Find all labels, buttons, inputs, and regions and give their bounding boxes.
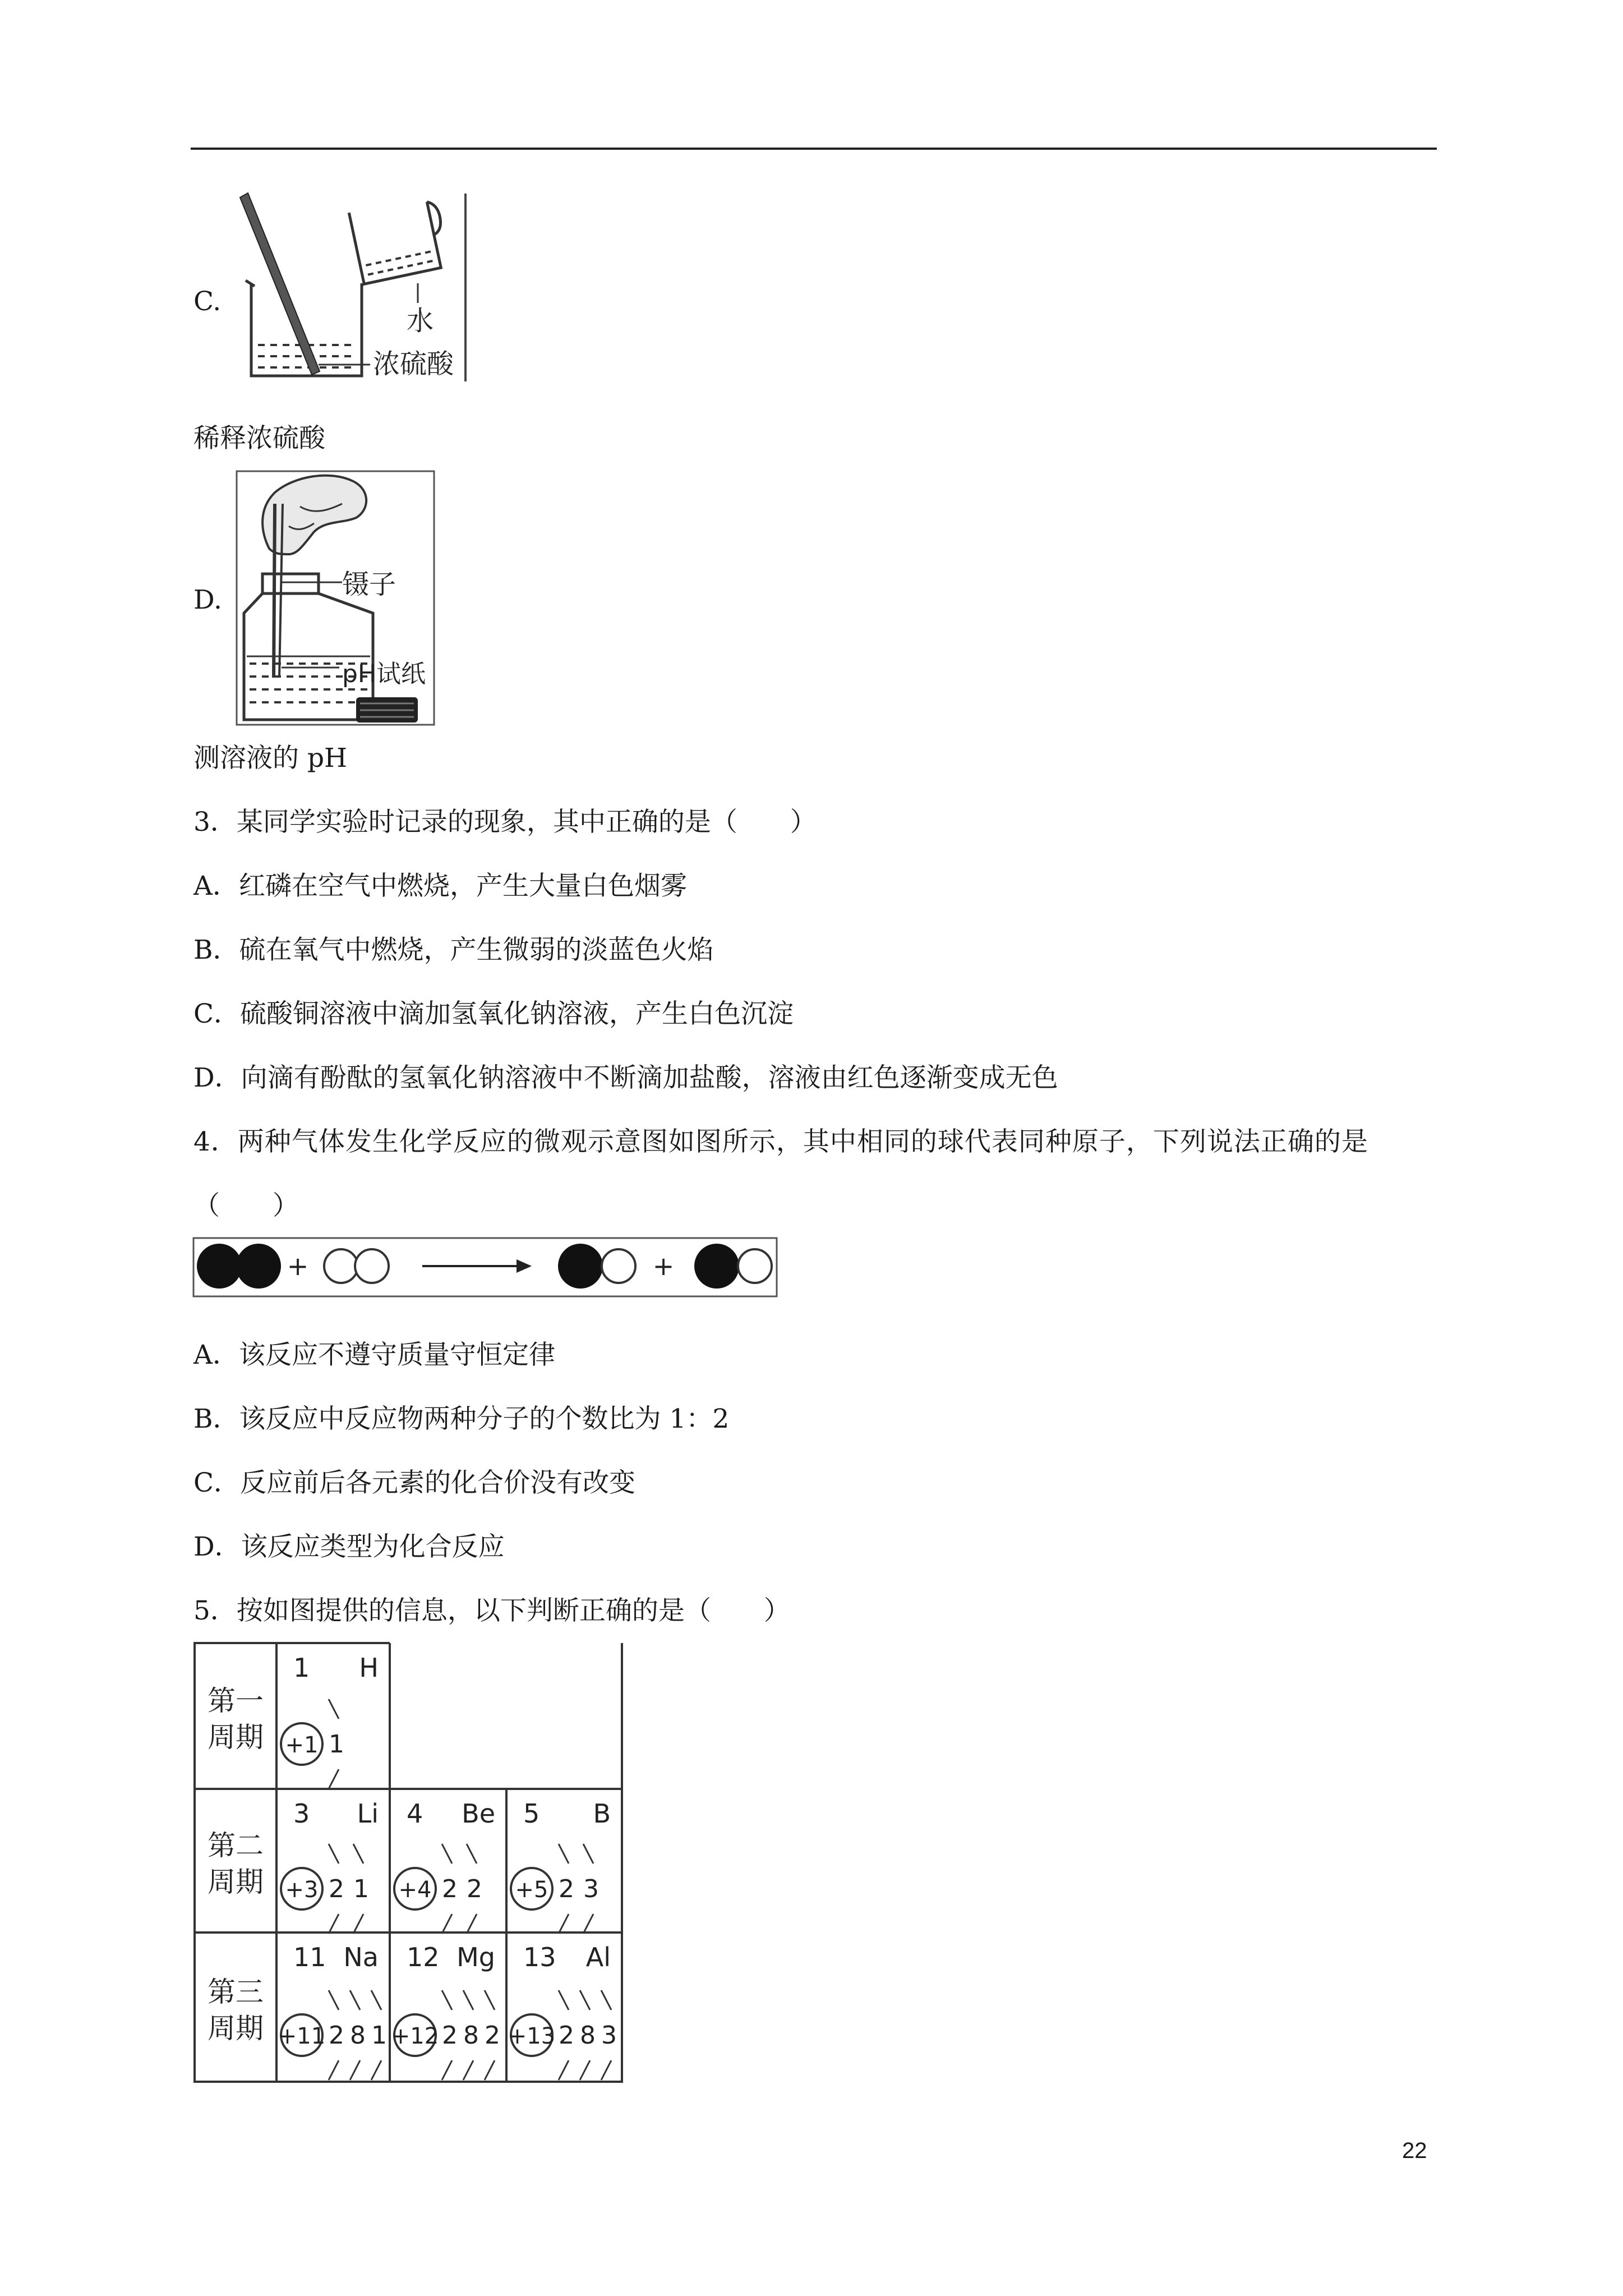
q4-option-d: D．该反应类型为化合反应 xyxy=(193,1531,505,1562)
electron-shell-arc xyxy=(467,1844,477,1864)
q4-stem-tail: （ ） xyxy=(193,1190,299,1221)
electron-shell-arc xyxy=(559,1990,569,2010)
electron-shell-arc xyxy=(442,2060,452,2080)
electron-shell-arc xyxy=(329,1844,339,1864)
dilute-sulfuric-acid-figure xyxy=(236,191,471,384)
electron-shell-arc xyxy=(559,1844,569,1864)
electron-shell-arc xyxy=(371,2060,381,2080)
periodic-atom-structure-table xyxy=(192,1641,630,2090)
q3-option-d: D．向滴有酚酞的氢氧化钠溶液中不断滴加盐酸，溶液由红色逐渐变成无色 xyxy=(193,1062,1058,1093)
shell-electron-count: 2 xyxy=(467,1875,482,1903)
electron-shell-arc xyxy=(353,1844,363,1864)
atomic-number: 12 xyxy=(407,1942,440,1972)
period-label-top: 第二 xyxy=(208,1829,264,1862)
period-label-bottom: 周期 xyxy=(208,1721,264,1754)
shell-electron-count: 2 xyxy=(329,2021,344,2050)
black-atom xyxy=(236,1244,281,1289)
q4-stem: 4．两种气体发生化学反应的微观示意图如图所示，其中相同的球代表同种原子，下列说法正确的是 xyxy=(193,1126,1368,1157)
q3-option-a: A．红磷在空气中燃烧，产生大量白色烟雾 xyxy=(193,871,687,901)
element-symbol: B xyxy=(593,1798,611,1829)
electron-shell-arc xyxy=(442,1844,452,1864)
electron-shell-arc xyxy=(329,2060,339,2080)
period-label-bottom: 周期 xyxy=(208,2012,264,2045)
electron-shell-arc xyxy=(559,2060,569,2080)
shell-electron-count: 2 xyxy=(559,1875,574,1903)
electron-shell-arc xyxy=(329,1914,339,1934)
electron-shell-arc xyxy=(353,1914,363,1934)
shell-electron-count: 2 xyxy=(485,2021,500,2050)
header-rule xyxy=(191,148,1437,150)
q4-option-c: C．反应前后各元素的化合价没有改变 xyxy=(193,1467,635,1498)
q5-stem: 5．按如图提供的信息，以下判断正确的是（ ） xyxy=(193,1595,790,1626)
shell-electron-count: 8 xyxy=(580,2021,596,2050)
period-label-bottom: 周期 xyxy=(208,1866,264,1898)
electron-shell-arc xyxy=(329,1990,339,2010)
electron-shell-arc xyxy=(371,1990,381,2010)
electron-shell-arc xyxy=(463,1990,473,2010)
conc-sulfuric-acid-label: 浓硫酸 xyxy=(373,348,454,380)
nucleus-charge: +1 xyxy=(285,1732,319,1758)
white-atom xyxy=(355,1249,389,1283)
electron-shell-arc xyxy=(463,2060,473,2080)
q4-option-b: B．该反应中反应物两种分子的个数比为 1：2 xyxy=(193,1404,730,1434)
shell-electron-count: 1 xyxy=(371,2021,387,2050)
element-symbol: H xyxy=(359,1653,379,1683)
electron-shell-arc xyxy=(350,2060,360,2080)
electron-shell-arc xyxy=(329,1699,339,1719)
plus-sign: + xyxy=(287,1251,309,1281)
ph-paper-label: pH试纸 xyxy=(342,660,426,688)
shell-electron-count: 2 xyxy=(442,2021,458,2050)
nucleus-charge: +3 xyxy=(285,1877,319,1903)
white-atom xyxy=(324,1249,358,1283)
q3-option-b: B．硫在氧气中燃烧，产生微弱的淡蓝色火焰 xyxy=(193,935,714,965)
shell-electron-count: 3 xyxy=(583,1875,599,1903)
white-atom xyxy=(738,1249,772,1283)
shell-electron-count: 1 xyxy=(329,1730,344,1759)
electron-shell-arc xyxy=(601,2060,611,2080)
electron-shell-arc xyxy=(350,1990,360,2010)
atomic-number: 1 xyxy=(293,1653,310,1683)
ph-test-figure xyxy=(236,470,437,728)
electron-shell-arc xyxy=(485,1990,495,2010)
electron-shell-arc xyxy=(583,1914,593,1934)
electron-shell-arc xyxy=(559,1914,569,1934)
option-c-caption: 稀释浓硫酸 xyxy=(193,423,325,454)
nucleus-charge: +13 xyxy=(508,2023,556,2049)
plus-sign: + xyxy=(652,1251,675,1281)
reaction-micro-diagram xyxy=(192,1237,778,1299)
tweezers-label: 镊子 xyxy=(342,569,396,600)
shell-electron-count: 2 xyxy=(559,2021,574,2050)
element-symbol: Na xyxy=(343,1942,379,1972)
q3-option-c: C．硫酸铜溶液中滴加氢氧化钠溶液，产生白色沉淀 xyxy=(193,999,794,1029)
shell-electron-count: 2 xyxy=(329,1875,344,1903)
shell-electron-count: 3 xyxy=(601,2021,617,2050)
atomic-number: 13 xyxy=(523,1942,556,1972)
electron-shell-arc xyxy=(580,2060,590,2080)
black-atom xyxy=(694,1244,739,1289)
q4-option-a: A．该反应不遵守质量守恒定律 xyxy=(193,1340,555,1370)
water-label: 水 xyxy=(407,305,434,337)
period-label-top: 第一 xyxy=(208,1685,264,1717)
electron-shell-arc xyxy=(329,1769,339,1789)
electron-shell-arc xyxy=(485,2060,495,2080)
atomic-number: 3 xyxy=(293,1798,310,1829)
reaction-arrow-icon xyxy=(517,1259,532,1273)
atomic-number: 5 xyxy=(523,1798,540,1829)
period-label-top: 第三 xyxy=(208,1976,264,2008)
nucleus-charge: +4 xyxy=(398,1877,432,1903)
electron-shell-arc xyxy=(442,1990,452,2010)
black-atom xyxy=(558,1244,603,1289)
q3-stem: 3．某同学实验时记录的现象，其中正确的是（ ） xyxy=(193,807,817,838)
option-d-letter: D. xyxy=(193,585,222,615)
white-atom xyxy=(602,1249,635,1283)
option-c-letter: C. xyxy=(193,286,222,317)
electron-shell-arc xyxy=(467,1914,477,1934)
nucleus-charge: +12 xyxy=(391,2023,439,2049)
shell-electron-count: 2 xyxy=(442,1875,458,1903)
electron-shell-arc xyxy=(601,1990,611,2010)
option-d-caption: 测溶液的 pH xyxy=(193,743,348,774)
electron-shell-arc xyxy=(442,1914,452,1934)
page-number: 22 xyxy=(1402,2138,1427,2163)
nucleus-charge: +5 xyxy=(515,1877,548,1903)
nucleus-charge: +11 xyxy=(278,2023,326,2049)
atomic-number: 4 xyxy=(407,1798,423,1829)
electron-shell-arc xyxy=(583,1844,593,1864)
element-symbol: Be xyxy=(462,1798,495,1829)
shell-electron-count: 1 xyxy=(353,1875,369,1903)
atomic-number: 11 xyxy=(293,1942,326,1972)
element-symbol: Li xyxy=(357,1798,379,1829)
shell-electron-count: 8 xyxy=(463,2021,479,2050)
shell-electron-count: 8 xyxy=(350,2021,366,2050)
black-atom xyxy=(197,1244,242,1289)
element-symbol: Al xyxy=(585,1942,611,1972)
electron-shell-arc xyxy=(580,1990,590,2010)
element-symbol: Mg xyxy=(457,1942,495,1972)
